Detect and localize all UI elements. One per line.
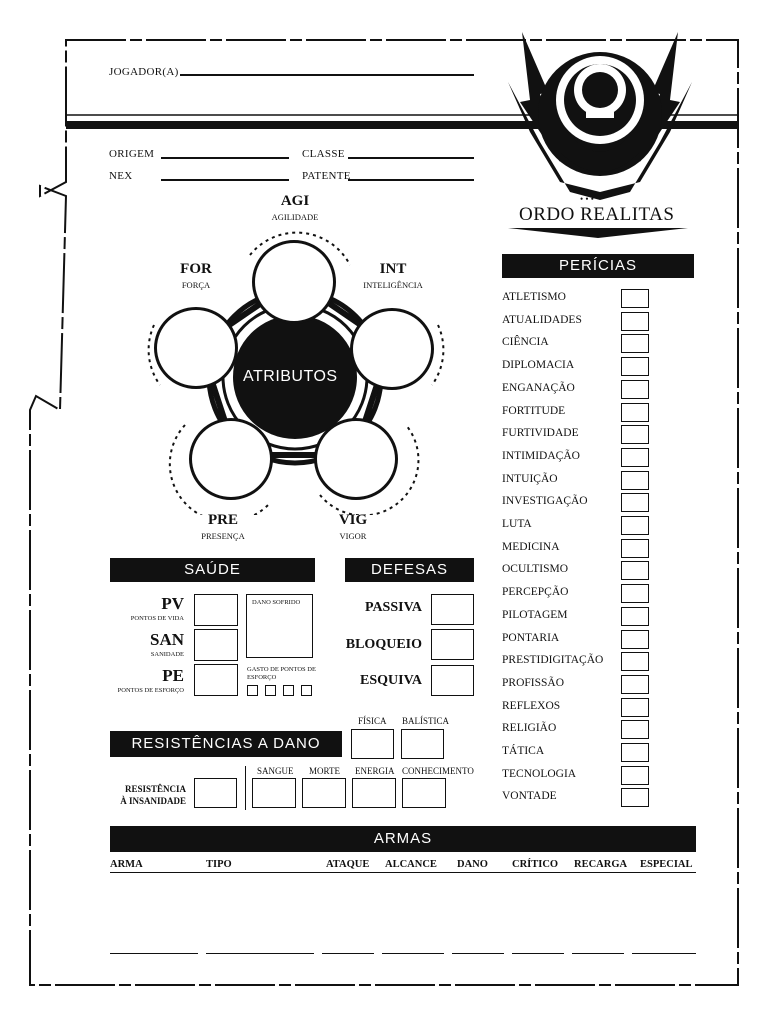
pericia-label-vontade: VONTADE — [502, 790, 557, 803]
armas-row-line-recarga[interactable] — [572, 953, 624, 954]
pericia-field-ciencia[interactable] — [621, 334, 649, 353]
bloqueio-field[interactable] — [431, 629, 474, 660]
pericia-field-pontaria[interactable] — [621, 630, 649, 649]
int-circle[interactable] — [350, 308, 434, 390]
pericia-label-medicina: MEDICINA — [502, 540, 560, 553]
for-name: FORÇA — [181, 280, 211, 290]
armas-col-critico: CRÍTICO — [512, 859, 559, 870]
pe-spent-checkbox-1[interactable] — [247, 685, 258, 696]
pericia-label-intuicao: INTUIÇÃO — [502, 472, 558, 485]
pericia-field-luta[interactable] — [621, 516, 649, 535]
pericia-label-luta: LUTA — [502, 518, 532, 530]
armas-col-alcance: ALCANCE — [385, 859, 437, 870]
pericias-header: PERÍCIAS — [502, 254, 694, 278]
origem-label: ORIGEM — [109, 148, 155, 160]
defesas-header: DEFESAS — [345, 558, 474, 582]
pericia-label-pontaria: PONTARIA — [502, 631, 560, 644]
armas-row-line-alcance[interactable] — [382, 953, 444, 954]
pericia-field-atualidades[interactable] — [621, 312, 649, 331]
armas-header-rule — [110, 872, 696, 873]
esquiva-label: ESQUIVA — [360, 673, 422, 688]
resistencias-header: RESISTÊNCIAS A DANO — [110, 731, 342, 757]
pericia-label-enganacao: ENGANAÇÃO — [502, 381, 575, 394]
pericia-label-atletismo: ATLETISMO — [502, 291, 566, 303]
patente-field[interactable] — [348, 179, 474, 181]
pre-circle[interactable] — [189, 418, 273, 500]
pericia-label-reflexos: REFLEXOS — [502, 699, 561, 712]
insanidade-label-line1: RESISTÊNCIA — [124, 784, 186, 794]
pericia-field-intuicao[interactable] — [621, 471, 649, 490]
for-abbr: FOR — [180, 261, 212, 277]
pericia-label-religiao: RELIGIÃO — [502, 722, 557, 735]
fisica-field[interactable] — [351, 729, 394, 759]
pericia-label-profissao: PROFISSÃO — [502, 676, 564, 689]
ordo-realitas-emblem — [500, 22, 700, 212]
san-abbr: SAN — [149, 630, 184, 649]
pericia-field-reflexos[interactable] — [621, 698, 649, 717]
pericia-field-enganacao[interactable] — [621, 380, 649, 399]
armas-col-especial: ESPECIAL — [640, 859, 693, 870]
armas-row-line-especial[interactable] — [632, 953, 696, 954]
nex-field[interactable] — [161, 179, 289, 181]
pericia-field-percepcao[interactable] — [621, 584, 649, 603]
pericia-field-religiao[interactable] — [621, 720, 649, 739]
logo-text: ORDO REALITAS — [519, 204, 675, 225]
balistica-field[interactable] — [401, 729, 444, 759]
pericia-label-fortitude: FORTITUDE — [502, 404, 566, 417]
pe-name: PONTOS DE ESFORÇO — [117, 687, 184, 694]
pericia-label-prestidigitacao: PRESTIDIGITAÇÃO — [502, 654, 604, 667]
pericia-field-fortitude[interactable] — [621, 403, 649, 422]
pre-name: PRESENÇA — [201, 531, 245, 541]
morte-field[interactable] — [302, 778, 346, 808]
armas-col-ataque: ATAQUE — [326, 859, 370, 870]
pv-field[interactable] — [194, 594, 238, 626]
saude-header: SAÚDE — [110, 558, 315, 582]
pre-abbr: PRE — [208, 512, 238, 528]
pericia-label-diplomacia: DIPLOMACIA — [502, 359, 575, 372]
agi-name: AGILIDADE — [271, 212, 319, 222]
pericia-field-medicina[interactable] — [621, 539, 649, 558]
logo-underline — [508, 226, 688, 240]
pv-abbr: PV — [161, 594, 184, 613]
atributos-center-label: ATRIBUTOS — [243, 368, 338, 385]
agi-circle[interactable] — [252, 240, 336, 324]
pericia-label-furtividade: FURTIVIDADE — [502, 427, 579, 440]
gasto-pe-label: GASTO DE PONTOS DE ESFORÇO — [247, 666, 316, 681]
for-circle[interactable] — [154, 307, 238, 389]
conhecimento-field[interactable] — [402, 778, 446, 808]
passiva-field[interactable] — [431, 594, 474, 625]
nex-label: NEX — [109, 170, 133, 182]
pv-name: PONTOS DE VIDA — [130, 615, 184, 622]
insanidade-field[interactable] — [194, 778, 237, 808]
san-name: SANIDADE — [150, 651, 184, 658]
armas-header: ARMAS — [110, 826, 696, 852]
pericia-field-furtividade[interactable] — [621, 425, 649, 444]
vig-circle[interactable] — [314, 418, 398, 500]
pericia-label-tatica: TÁTICA — [502, 745, 545, 757]
classe-field[interactable] — [348, 157, 474, 159]
energia-label: ENERGIA — [355, 766, 395, 776]
esquiva-field[interactable] — [431, 665, 474, 696]
pe-spent-checkbox-4[interactable] — [301, 685, 312, 696]
pericia-field-investigacao[interactable] — [621, 493, 649, 512]
balistica-label: BALÍSTICA — [402, 716, 449, 726]
armas-col-tipo: TIPO — [206, 859, 232, 870]
energia-field[interactable] — [352, 778, 396, 808]
pericia-field-vontade[interactable] — [621, 788, 649, 807]
pe-spent-checkbox-2[interactable] — [265, 685, 276, 696]
pericia-field-atletismo[interactable] — [621, 289, 649, 308]
pericia-field-tatica[interactable] — [621, 743, 649, 762]
passiva-label: PASSIVA — [364, 600, 422, 615]
classe-label: CLASSE — [302, 148, 345, 160]
armas-col-dano: DANO — [457, 859, 488, 870]
armas-col-recarga: RECARGA — [574, 859, 628, 870]
pericia-field-prestidigitacao[interactable] — [621, 652, 649, 671]
morte-label: MORTE — [309, 766, 340, 776]
dano-sofrido-label: DANO SOFRIDO — [252, 599, 301, 606]
pericia-field-tecnologia[interactable] — [621, 766, 649, 785]
armas-row-line-ataque[interactable] — [322, 953, 374, 954]
sangue-label: SANGUE — [257, 766, 294, 776]
int-name: INTELIGÊNCIA — [363, 280, 423, 290]
pericia-label-investigacao: INVESTIGAÇÃO — [502, 495, 588, 508]
insanidade-label-line2: À INSANIDADE — [120, 796, 186, 806]
san-field[interactable] — [194, 629, 238, 661]
pericia-label-atualidades: ATUALIDADES — [502, 313, 582, 326]
pericia-label-ocultismo: OCULTISMO — [502, 563, 569, 576]
logo-dots: • • • — [580, 194, 594, 204]
bloqueio-label: BLOQUEIO — [345, 637, 422, 652]
origem-field[interactable] — [161, 157, 289, 159]
jogador-label: JOGADOR(A) — [109, 66, 179, 78]
int-abbr: INT — [379, 261, 407, 277]
armas-row-line-tipo[interactable] — [206, 953, 314, 954]
pericia-label-percepcao: PERCEPÇÃO — [502, 586, 569, 599]
conhecimento-label: CONHECIMENTO — [402, 766, 474, 776]
pericia-field-profissao[interactable] — [621, 675, 649, 694]
pe-field[interactable] — [194, 664, 238, 696]
fisica-label: FÍSICA — [358, 716, 387, 726]
pericia-field-diplomacia[interactable] — [621, 357, 649, 376]
patente-label: PATENTE — [302, 170, 351, 182]
pericia-field-intimidacao[interactable] — [621, 448, 649, 467]
pe-abbr: PE — [162, 666, 184, 685]
agi-abbr: AGI — [280, 193, 310, 209]
armas-col-arma: ARMA — [110, 859, 143, 870]
pericia-field-ocultismo[interactable] — [621, 561, 649, 580]
pericia-label-ciencia: CIÊNCIA — [502, 336, 549, 349]
jogador-field[interactable] — [180, 74, 474, 76]
pe-spent-checkbox-3[interactable] — [283, 685, 294, 696]
pericia-field-pilotagem[interactable] — [621, 607, 649, 626]
sangue-field[interactable] — [252, 778, 296, 808]
armas-row-line-dano[interactable] — [452, 953, 504, 954]
pericia-label-tecnologia: TECNOLOGIA — [502, 767, 577, 780]
pericia-label-intimidacao: INTIMIDAÇÃO — [502, 449, 580, 462]
vig-abbr: VIG — [338, 512, 368, 528]
armas-row-line-critico[interactable] — [512, 953, 564, 954]
vig-name: VIGOR — [339, 531, 367, 541]
armas-row-line-arma[interactable] — [110, 953, 198, 954]
pericia-label-pilotagem: PILOTAGEM — [502, 608, 568, 621]
resistencias-divider — [245, 766, 246, 810]
